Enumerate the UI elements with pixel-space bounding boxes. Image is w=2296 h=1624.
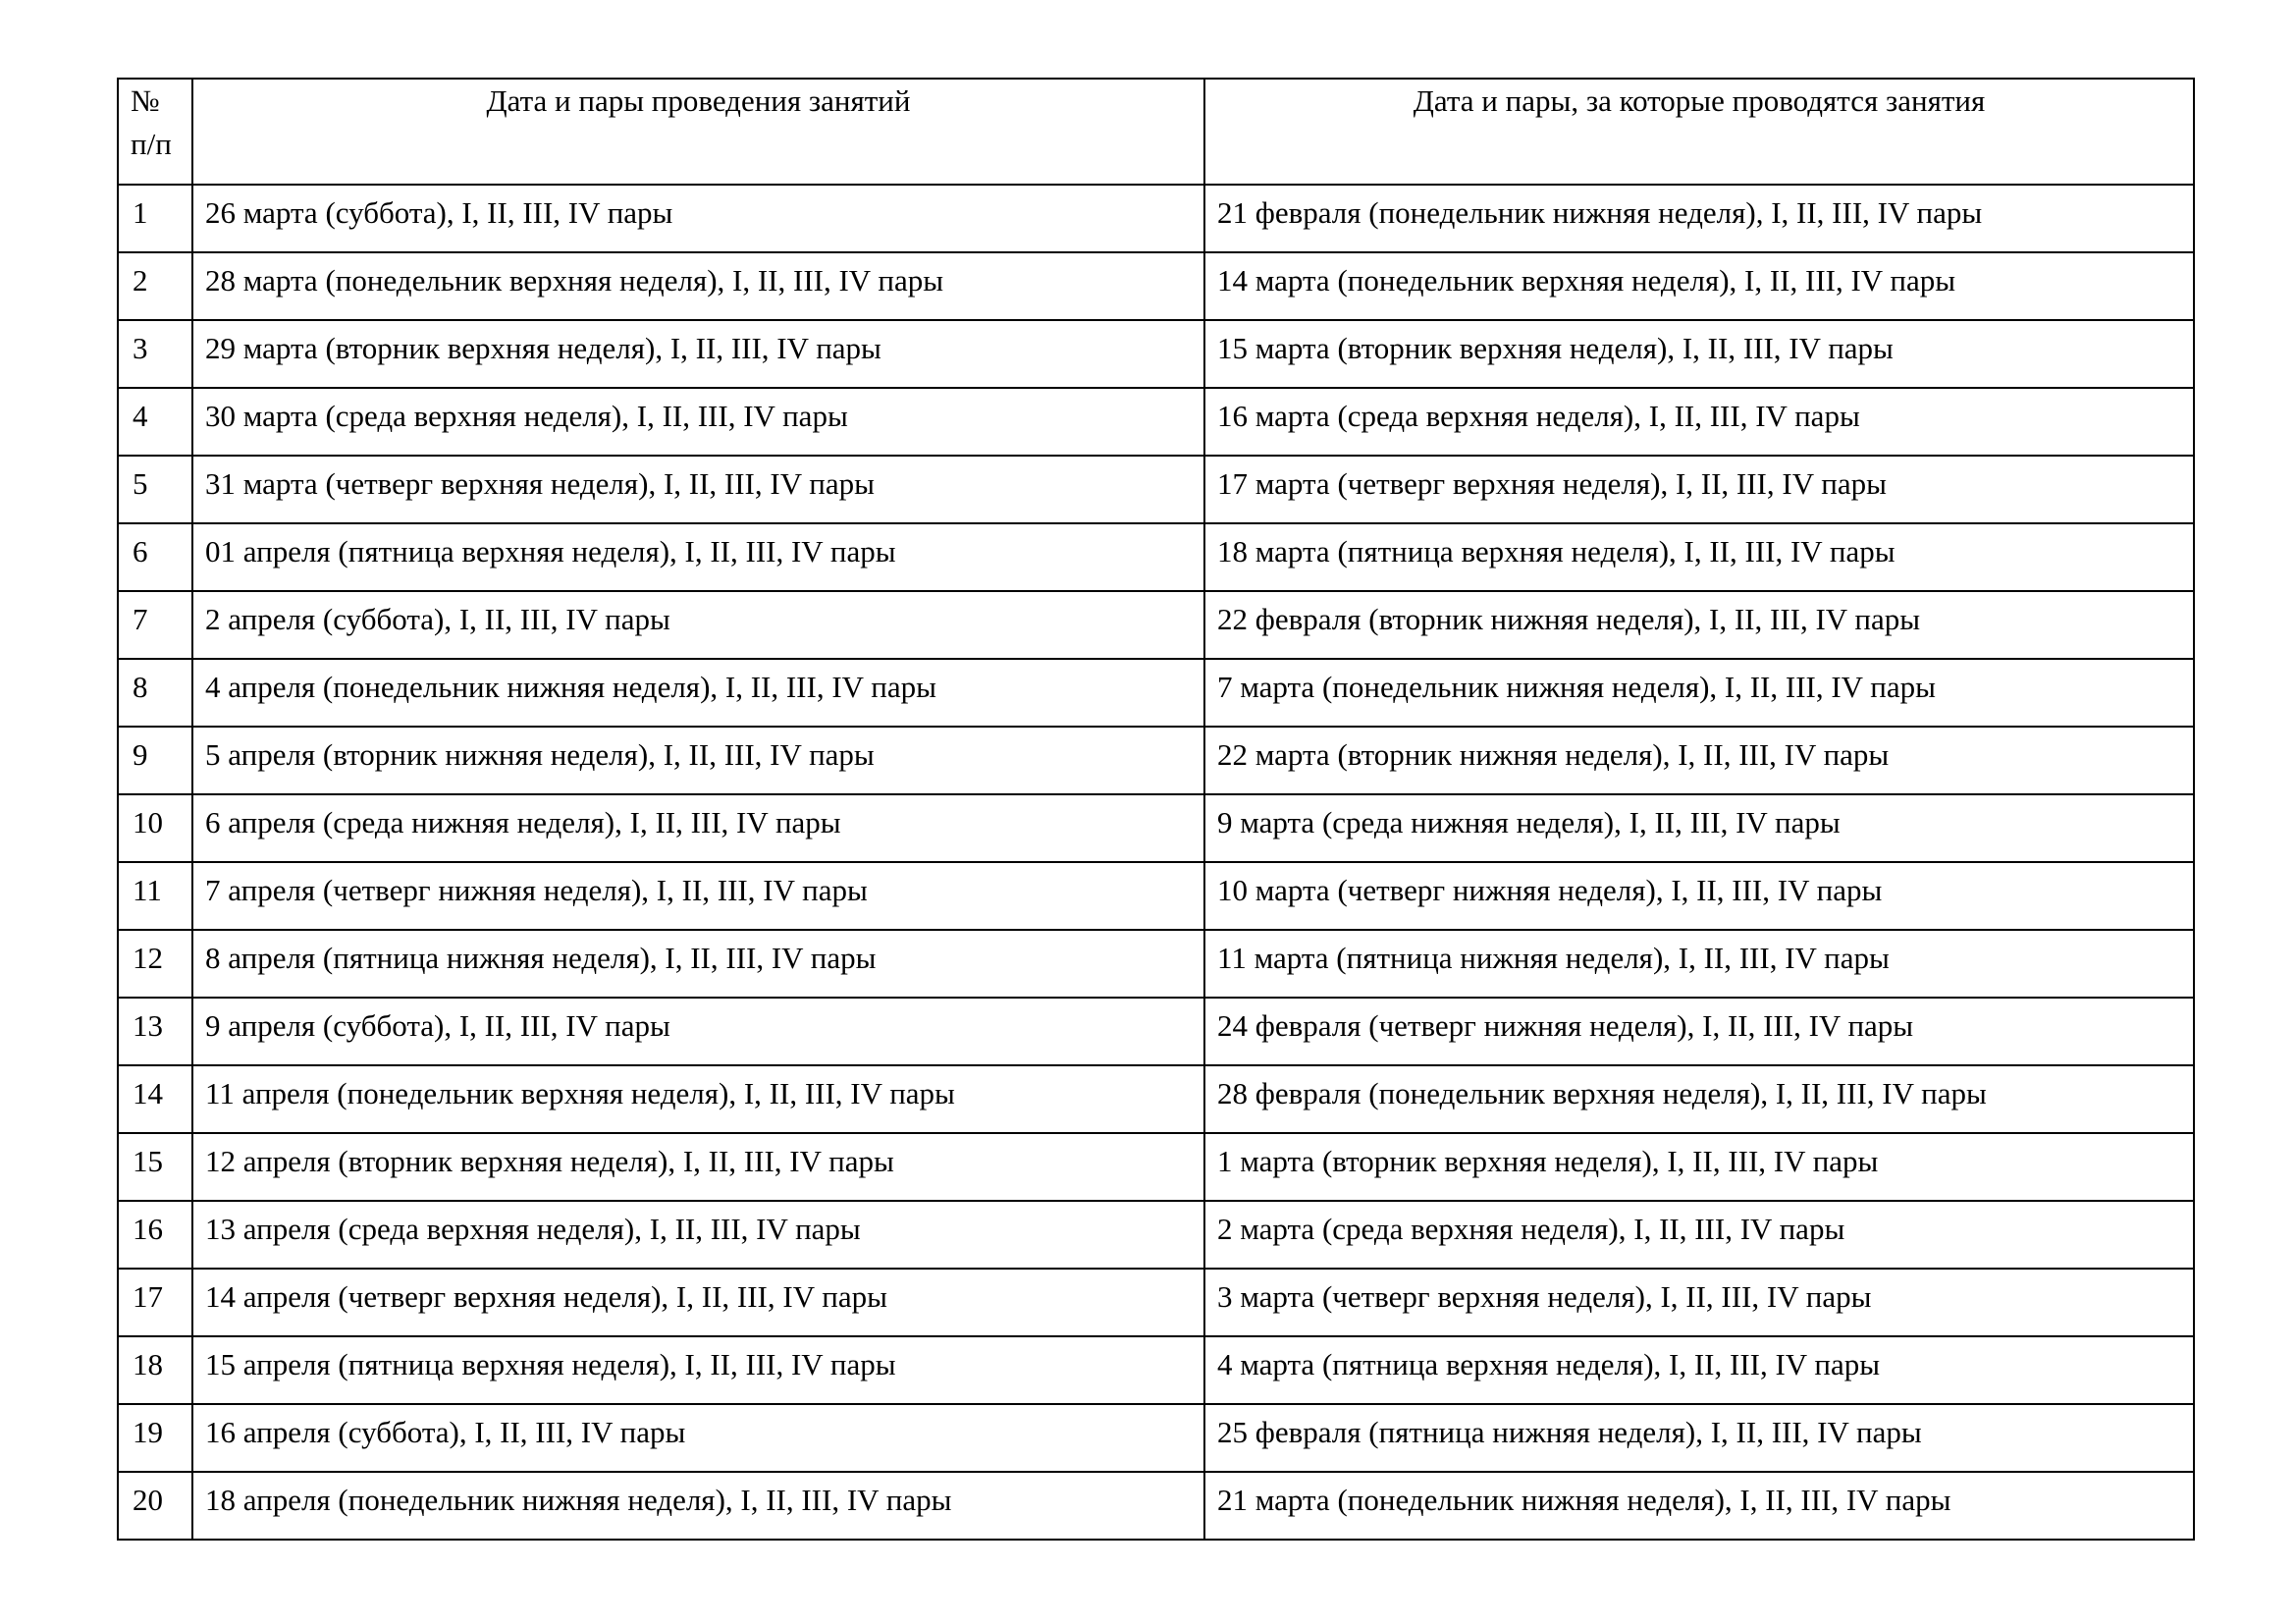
row-number-cell: 4 xyxy=(118,388,192,456)
row-number-cell: 17 xyxy=(118,1269,192,1336)
table-row xyxy=(118,727,2194,794)
header-number-symbol: № xyxy=(131,83,160,118)
held-date-cell: 28 марта (понедельник верхняя неделя), I, II, III, IV пары xyxy=(192,252,1204,320)
table-row xyxy=(118,456,2194,523)
held-date-cell: 6 апреля (среда нижняя неделя), I, II, III, IV пары xyxy=(192,794,1204,862)
row-number-cell: 18 xyxy=(118,1336,192,1404)
table-row xyxy=(118,930,2194,998)
header-held-date: Дата и пары проведения занятий xyxy=(192,79,1204,185)
schedule-table xyxy=(117,78,2195,1541)
for-date-cell: 21 марта (понедельник нижняя неделя), I, II, III, IV пары xyxy=(1204,1472,2194,1540)
table-row xyxy=(118,659,2194,727)
row-number-cell: 5 xyxy=(118,456,192,523)
row-number-cell: 20 xyxy=(118,1472,192,1540)
for-date-cell: 21 февраля (понедельник нижняя неделя), I, II, III, IV пары xyxy=(1204,185,2194,252)
header-number xyxy=(118,79,192,185)
table-row xyxy=(118,1269,2194,1336)
row-number-cell: 10 xyxy=(118,794,192,862)
held-date-cell: 4 апреля (понедельник нижняя неделя), I, II, III, IV пары xyxy=(192,659,1204,727)
held-date-cell: 9 апреля (суббота), I, II, III, IV пары xyxy=(192,998,1204,1065)
for-date-cell: 17 марта (четверг верхняя неделя), I, II, III, IV пары xyxy=(1204,456,2194,523)
table-row xyxy=(118,591,2194,659)
held-date-cell: 14 апреля (четверг верхняя неделя), I, II, III, IV пары xyxy=(192,1269,1204,1336)
row-number-cell: 2 xyxy=(118,252,192,320)
held-date-cell: 31 марта (четверг верхняя неделя), I, II, III, IV пары xyxy=(192,456,1204,523)
row-number-cell: 3 xyxy=(118,320,192,388)
held-date-cell: 18 апреля (понедельник нижняя неделя), I, II, III, IV пары xyxy=(192,1472,1204,1540)
row-number-cell: 11 xyxy=(118,862,192,930)
held-date-cell: 7 апреля (четверг нижняя неделя), I, II, III, IV пары xyxy=(192,862,1204,930)
held-date-cell: 01 апреля (пятница верхняя неделя), I, II, III, IV пары xyxy=(192,523,1204,591)
header-row xyxy=(118,79,2194,185)
held-date-cell: 11 апреля (понедельник верхняя неделя), I, II, III, IV пары xyxy=(192,1065,1204,1133)
held-date-cell: 2 апреля (суббота), I, II, III, IV пары xyxy=(192,591,1204,659)
held-date-cell: 15 апреля (пятница верхняя неделя), I, II, III, IV пары xyxy=(192,1336,1204,1404)
table-row xyxy=(118,1133,2194,1201)
table-row xyxy=(118,252,2194,320)
held-date-cell: 12 апреля (вторник верхняя неделя), I, II, III, IV пары xyxy=(192,1133,1204,1201)
held-date-cell: 29 марта (вторник верхняя неделя), I, II, III, IV пары xyxy=(192,320,1204,388)
table-row xyxy=(118,794,2194,862)
table-body xyxy=(118,185,2194,1540)
held-date-cell: 30 марта (среда верхняя неделя), I, II, III, IV пары xyxy=(192,388,1204,456)
table-header xyxy=(118,79,2194,185)
for-date-cell: 10 марта (четверг нижняя неделя), I, II, III, IV пары xyxy=(1204,862,2194,930)
row-number-cell: 9 xyxy=(118,727,192,794)
held-date-cell: 8 апреля (пятница нижняя неделя), I, II, III, IV пары xyxy=(192,930,1204,998)
held-date-cell: 26 марта (суббота), I, II, III, IV пары xyxy=(192,185,1204,252)
row-number-cell: 7 xyxy=(118,591,192,659)
table-row xyxy=(118,1201,2194,1269)
table-row xyxy=(118,523,2194,591)
for-date-cell: 11 марта (пятница нижняя неделя), I, II, III, IV пары xyxy=(1204,930,2194,998)
table-row xyxy=(118,998,2194,1065)
table-row xyxy=(118,1065,2194,1133)
for-date-cell: 28 февраля (понедельник верхняя неделя), I, II, III, IV пары xyxy=(1204,1065,2194,1133)
for-date-cell: 1 марта (вторник верхняя неделя), I, II, III, IV пары xyxy=(1204,1133,2194,1201)
for-date-cell: 25 февраля (пятница нижняя неделя), I, II, III, IV пары xyxy=(1204,1404,2194,1472)
for-date-cell: 2 марта (среда верхняя неделя), I, II, III, IV пары xyxy=(1204,1201,2194,1269)
held-date-cell: 13 апреля (среда верхняя неделя), I, II, III, IV пары xyxy=(192,1201,1204,1269)
row-number-cell: 8 xyxy=(118,659,192,727)
table-row xyxy=(118,185,2194,252)
table-row xyxy=(118,388,2194,456)
header-number-abbrev: п/п xyxy=(131,127,172,161)
table-row xyxy=(118,1404,2194,1472)
row-number-cell: 15 xyxy=(118,1133,192,1201)
row-number-cell: 6 xyxy=(118,523,192,591)
held-date-cell: 5 апреля (вторник нижняя неделя), I, II, III, IV пары xyxy=(192,727,1204,794)
for-date-cell: 24 февраля (четверг нижняя неделя), I, II, III, IV пары xyxy=(1204,998,2194,1065)
header-for-date: Дата и пары, за которые проводятся занятия xyxy=(1204,79,2194,185)
for-date-cell: 22 февраля (вторник нижняя неделя), I, II, III, IV пары xyxy=(1204,591,2194,659)
row-number-cell: 19 xyxy=(118,1404,192,1472)
for-date-cell: 9 марта (среда нижняя неделя), I, II, III, IV пары xyxy=(1204,794,2194,862)
for-date-cell: 15 марта (вторник верхняя неделя), I, II, III, IV пары xyxy=(1204,320,2194,388)
table-row xyxy=(118,1472,2194,1540)
table-row xyxy=(118,1336,2194,1404)
table-row xyxy=(118,862,2194,930)
for-date-cell: 7 марта (понедельник нижняя неделя), I, II, III, IV пары xyxy=(1204,659,2194,727)
row-number-cell: 1 xyxy=(118,185,192,252)
row-number-cell: 16 xyxy=(118,1201,192,1269)
for-date-cell: 4 марта (пятница верхняя неделя), I, II, III, IV пары xyxy=(1204,1336,2194,1404)
row-number-cell: 14 xyxy=(118,1065,192,1133)
row-number-cell: 12 xyxy=(118,930,192,998)
row-number-cell: 13 xyxy=(118,998,192,1065)
table-row xyxy=(118,320,2194,388)
held-date-cell: 16 апреля (суббота), I, II, III, IV пары xyxy=(192,1404,1204,1472)
for-date-cell: 14 марта (понедельник верхняя неделя), I, II, III, IV пары xyxy=(1204,252,2194,320)
for-date-cell: 18 марта (пятница верхняя неделя), I, II, III, IV пары xyxy=(1204,523,2194,591)
for-date-cell: 3 марта (четверг верхняя неделя), I, II, III, IV пары xyxy=(1204,1269,2194,1336)
for-date-cell: 16 марта (среда верхняя неделя), I, II, III, IV пары xyxy=(1204,388,2194,456)
for-date-cell: 22 марта (вторник нижняя неделя), I, II, III, IV пары xyxy=(1204,727,2194,794)
